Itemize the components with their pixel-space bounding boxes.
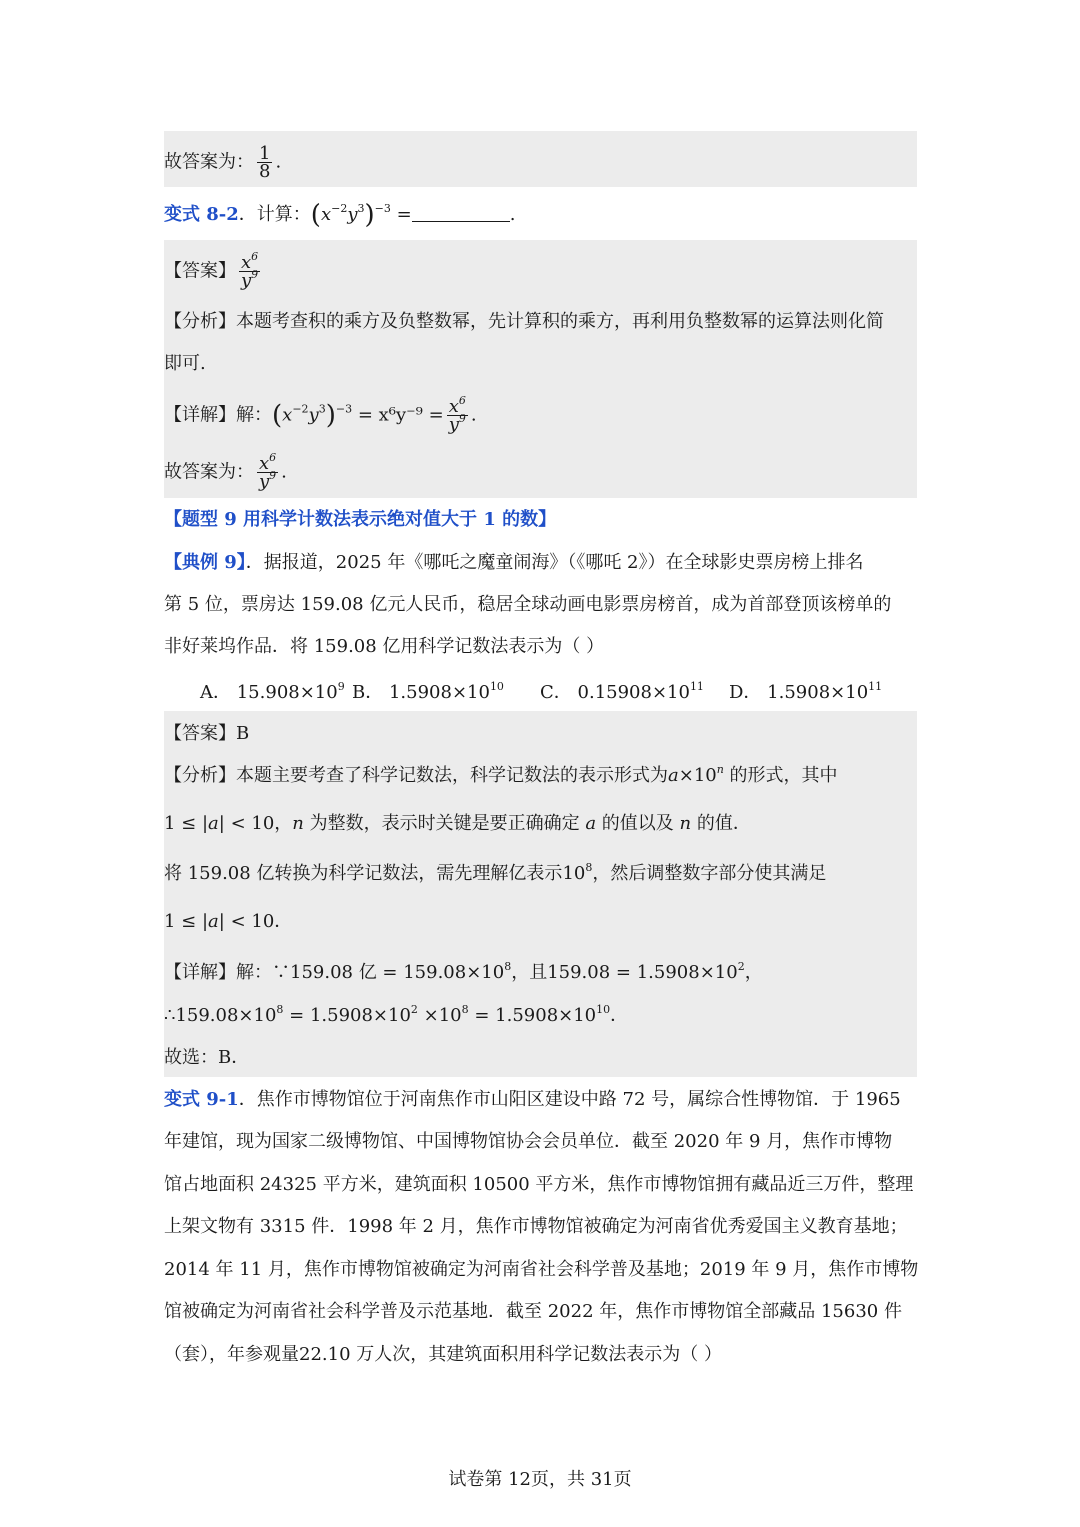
example-9-line3: 非好莱坞作品．将 159.08 亿用科学记数法表示为（ ） (164, 636, 605, 657)
page-footer: 试卷第 12页，共 31页 (448, 1469, 632, 1490)
section-heading-type-9: 【题型 9 用科学计数法表示绝对值大于 1 的数】 (164, 509, 557, 530)
example-9-line1: 【典例 9】．据报道，2025 年《哪吒之魔童闹海》（《哪吒 2》）在全球影史票房榜上排名 (164, 552, 864, 573)
final-answer-8-1: 故答案为： $\frac{1}{8}$ . (164, 143, 282, 182)
fraction: $\frac{x^6}{y^9}$ (259, 451, 277, 492)
detail-9-line3: 故选：B． (164, 1047, 250, 1068)
analysis-8-2-line1: 【分析】本题考查积的乘方及负整数幂，先计算积的乘方，再利用负整数幂的运算法则化简 (164, 311, 884, 332)
option-b[interactable]: B． $1.5908\times 10^{10}$ (352, 680, 504, 703)
variant-8-2-question: 变式 8-2．计算：$(x^{-2}y^3)^{-3}$ = . (164, 200, 516, 230)
analysis-9-line2: 1 ≤ |a| < 10，n 为整数，表示时关键是要正确确定 a 的值以及 n 的值． (164, 813, 751, 834)
fraction: $\frac{x^6}{y^9}$ (448, 394, 466, 435)
variant-9-1-line6: 馆被确定为河南省社会科学普及示范基地．截至 2022 年，焦作市博物馆全部藏品 15630 件 (164, 1301, 902, 1322)
example-9-line2: 第 5 位，票房达 159.08 亿元人民币，稳居全球动画电影票房榜首，成为首部登顶该榜单的 (164, 594, 892, 615)
option-c[interactable]: C． $0.15908\times 10^{11}$ (540, 680, 704, 703)
analysis-9-line1: 【分析】本题主要考查了科学记数法，科学记数法的表示形式为$a\times 10^n$ 的形式，其中 (164, 763, 838, 786)
variant-9-1-line7: （套），年参观量22.10 万人次，其建筑面积用科学记数法表示为（ ） (164, 1344, 722, 1365)
answer-9: 【答案】B (164, 723, 250, 744)
answer-8-2: 【答案】 $\frac{x^6}{y^9}$ (164, 250, 259, 291)
answer-blank (412, 203, 510, 222)
variant-9-1-line2: 年建馆，现为国家二级博物馆、中国博物馆协会会员单位．截至 2020 年 9 月，焦作市博物 (164, 1131, 893, 1152)
detail-8-2: 【详解】解：$(x^{-2}y^3)^{-3} = x^6y^{-9}$ = $\frac{x^6}{y^9}$ . (164, 394, 477, 435)
analysis-8-2-line2: 即可. (164, 353, 206, 374)
variant-9-1-line3: 馆占地面积 24325 平方米，建筑面积 10500 平方米，焦作市博物馆拥有藏品近三万件，整理 (164, 1174, 914, 1195)
detail-9-line1: 【详解】解：∵159.08 亿 = $159.08\times 10^8$，且$159.08 = 1.5908\times 10^2$， (164, 960, 763, 983)
analysis-9-line3: 将 159.08 亿转换为科学记数法，需先理解亿表示$10^8$，然后调整数字部分使其满足 (164, 861, 827, 884)
fraction: $\frac{x^6}{y^9}$ (241, 250, 259, 291)
variant-9-1-line5: 2014 年 11 月，焦作市博物馆被确定为河南省社会科学普及基地；2019 年 9 月，焦作市博物 (164, 1259, 919, 1280)
final-answer-8-2: 故答案为： $\frac{x^6}{y^9}$ . (164, 451, 287, 492)
option-a[interactable]: A． $15.908\times 10^9$ (200, 680, 345, 703)
detail-9-line2: $\therefore 159.08\times 10^8 = 1.5908\times 10^2 \times 10^8 = 1.5908\times 10^{10}$． (164, 1003, 629, 1026)
option-d[interactable]: D． $1.5908\times 10^{11}$ (729, 680, 883, 703)
analysis-9-line4: 1 ≤ |a| < 10． (164, 911, 293, 932)
fraction: $\frac{1}{8}$ (259, 143, 271, 182)
variant-9-1-line1: 变式 9-1．焦作市博物馆位于河南焦作市山阳区建设中路 72 号，属综合性博物馆．于 1965 (164, 1089, 901, 1110)
variant-9-1-line4: 上架文物有 3315 件．1998 年 2 月，焦作市博物馆被确定为河南省优秀爱国主义教育基地； (164, 1216, 908, 1237)
